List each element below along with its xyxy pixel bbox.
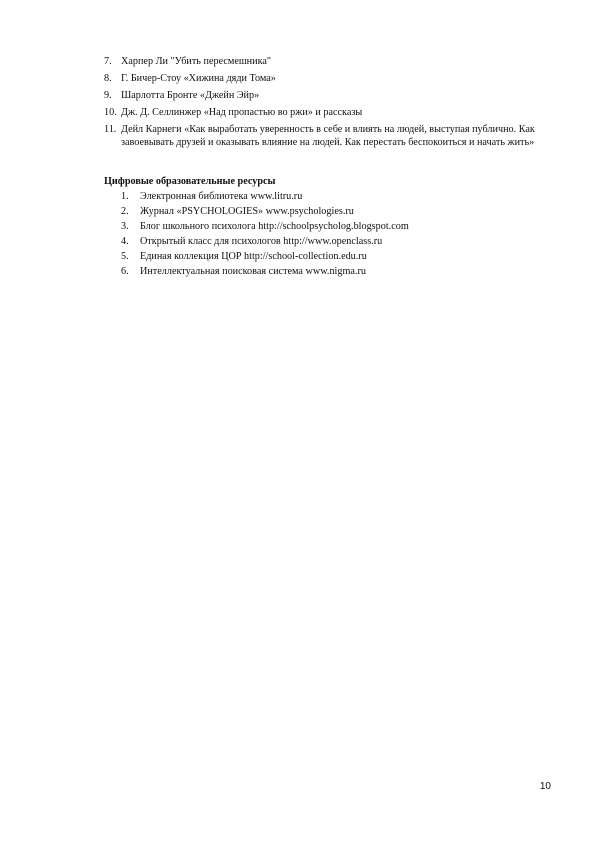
list-item	[121, 250, 541, 263]
list-item-text: Единая коллекция ЦОР http://school-collection.edu.ru	[140, 251, 367, 262]
list-item	[104, 123, 544, 150]
list-item-number: 9.	[104, 90, 112, 101]
resource-list	[121, 190, 541, 280]
list-item-text: Дж. Д. Селлинжер «Над пропастью во ржи» и рассказы	[121, 107, 363, 118]
list-item-number: 7.	[104, 56, 112, 67]
list-item-number: 6.	[121, 266, 129, 277]
page-number: 10	[539, 781, 551, 792]
list-item-number: 8.	[104, 73, 112, 84]
list-item-text: Интеллектуальная поисковая система www.nigma.ru	[140, 266, 366, 277]
list-item	[104, 55, 544, 68]
list-item	[121, 220, 541, 233]
book-list	[104, 55, 544, 153]
list-item	[104, 89, 544, 102]
list-item	[104, 106, 544, 119]
list-item	[104, 72, 544, 85]
list-item-number: 4.	[121, 236, 129, 247]
list-item-text: Блог школьного психолога http://schoolpsycholog.blogspot.com	[140, 221, 409, 232]
list-item-number: 11.	[104, 124, 117, 135]
list-item-number: 2.	[121, 206, 129, 217]
section-title: Цифровые образовательные ресурсы	[104, 176, 276, 187]
list-item-text: Журнал «PSYCHOLOGIES» www.psychologies.ru	[140, 206, 354, 217]
list-item	[121, 190, 541, 203]
list-item-number: 10.	[104, 107, 117, 118]
list-item-text: Дейл Карнеги «Как выработать уверенность в себе и влиять на людей, выступая публично. Как завоевывать друзей и оказывать влияние на людей. Как перестать беспокоиться и начать жить»	[121, 124, 535, 149]
list-item-number: 3.	[121, 221, 129, 232]
list-item	[121, 265, 541, 278]
list-item-number: 1.	[121, 191, 129, 202]
list-item-text: Г. Бичер-Стоу «Хижина дяди Тома»	[121, 73, 276, 84]
list-item	[121, 205, 541, 218]
list-item	[121, 235, 541, 248]
list-item-text: Открытый класс для психологов http://www.openclass.ru	[140, 236, 383, 247]
list-item-text: Электронная библиотека www.litru.ru	[140, 191, 303, 202]
list-item-text: Шарлотта Бронте «Джейн Эйр»	[121, 90, 260, 101]
list-item-text: Харпер Ли "Убить пересмешника"	[121, 56, 272, 67]
list-item-number: 5.	[121, 251, 129, 262]
